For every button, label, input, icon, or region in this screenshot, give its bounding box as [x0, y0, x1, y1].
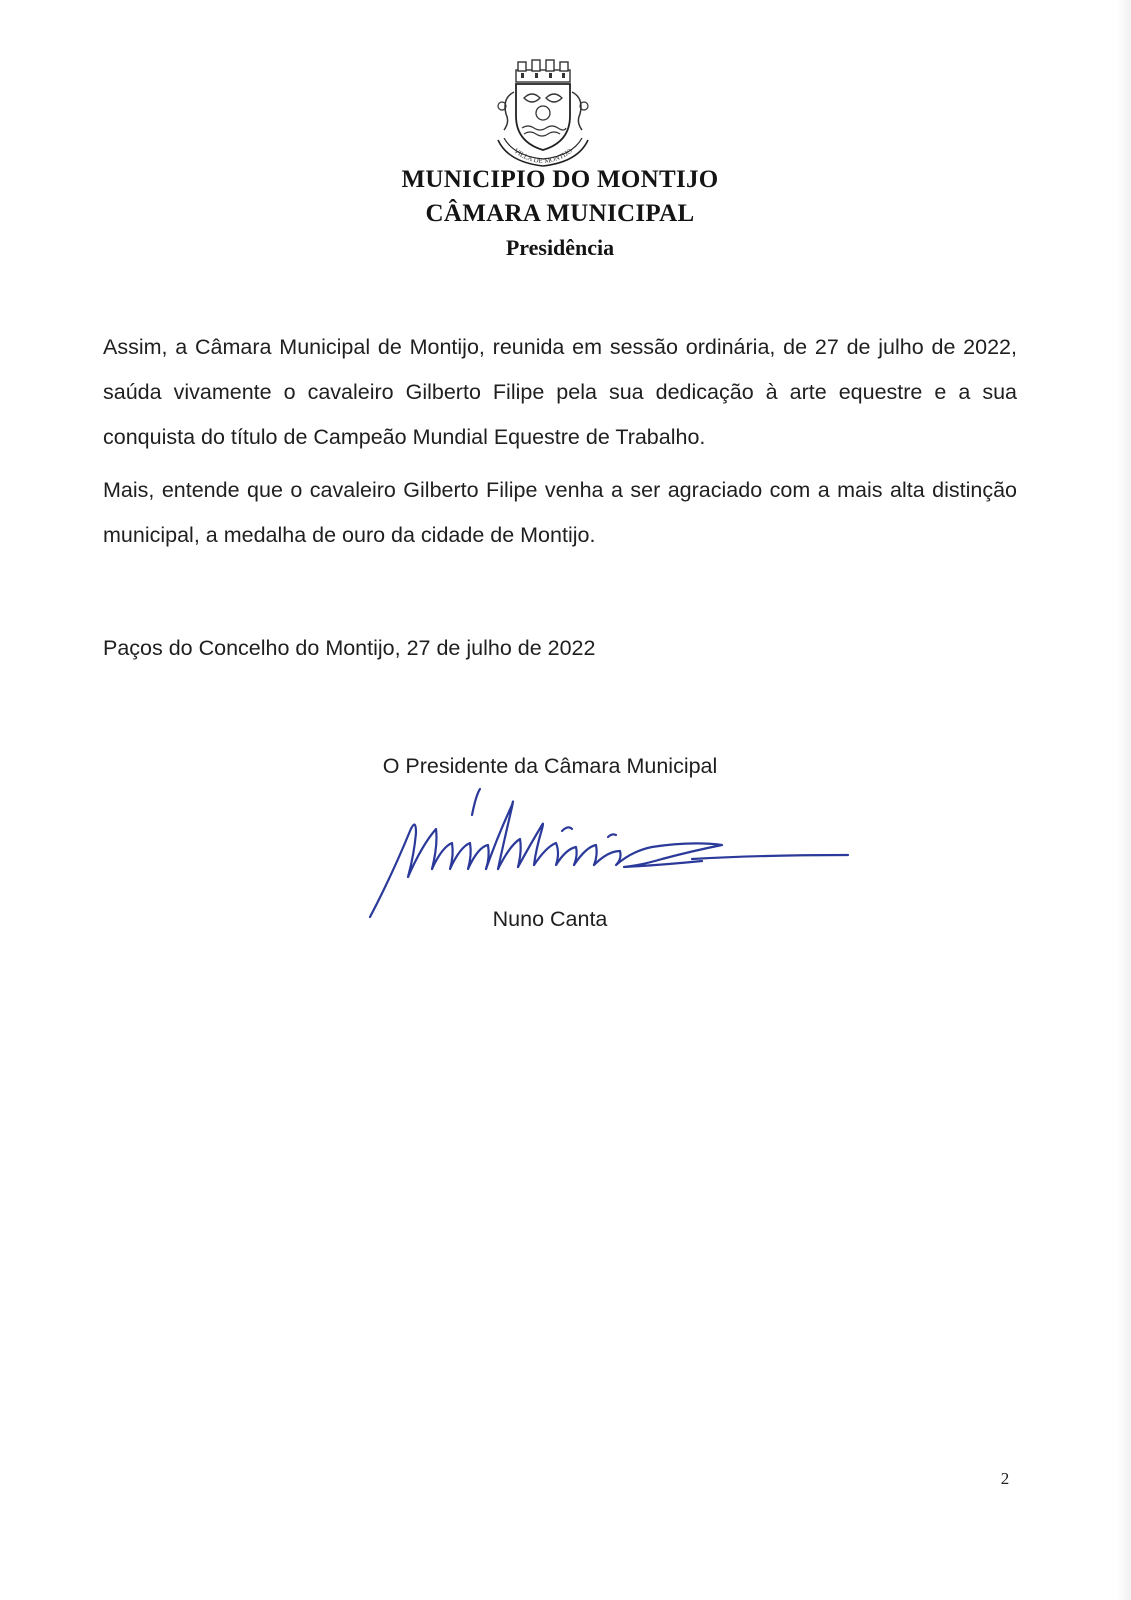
signatory-role: O Presidente da Câmara Municipal: [382, 754, 718, 778]
paragraph-1-line-3: conquista do título de Campeão Mundial Equestre de Trabalho.: [103, 425, 706, 449]
council-name: CÂMARA MUNICIPAL: [425, 200, 695, 227]
crest-motto: VILLA DE MONTIJO: [512, 146, 574, 166]
letterhead: [0, 163, 1120, 265]
place-and-date: Paços do Concelho do Montijo, 27 de julho de 2022: [103, 636, 596, 660]
municipality-name: MUNICIPIO DO MONTIJO: [401, 166, 719, 193]
paragraph-1-line-1: Assim, a Câmara Municipal de Montijo, reunida em sessão ordinária, de 27 de julho de 2022,: [103, 335, 1017, 359]
paragraph-1: [103, 325, 1017, 460]
page-number: 2: [1000, 1469, 1010, 1488]
paragraph-2-line-2: municipal, a medalha de ouro da cidade de Montijo.: [103, 523, 596, 547]
office-name: Presidência: [505, 235, 615, 260]
paragraph-2: [103, 468, 1017, 558]
municipal-coat-of-arms-icon: [488, 58, 598, 170]
paragraph-1-line-2: saúda vivamente o cavaleiro Gilberto Filipe pela sua dedicação à arte equestre e a sua: [103, 380, 1017, 404]
signatory-name: Nuno Canta: [492, 907, 608, 931]
paragraph-2-line-1: Mais, entende que o cavaleiro Gilberto Filipe venha a ser agraciado com a mais alta distinção: [103, 478, 1017, 502]
